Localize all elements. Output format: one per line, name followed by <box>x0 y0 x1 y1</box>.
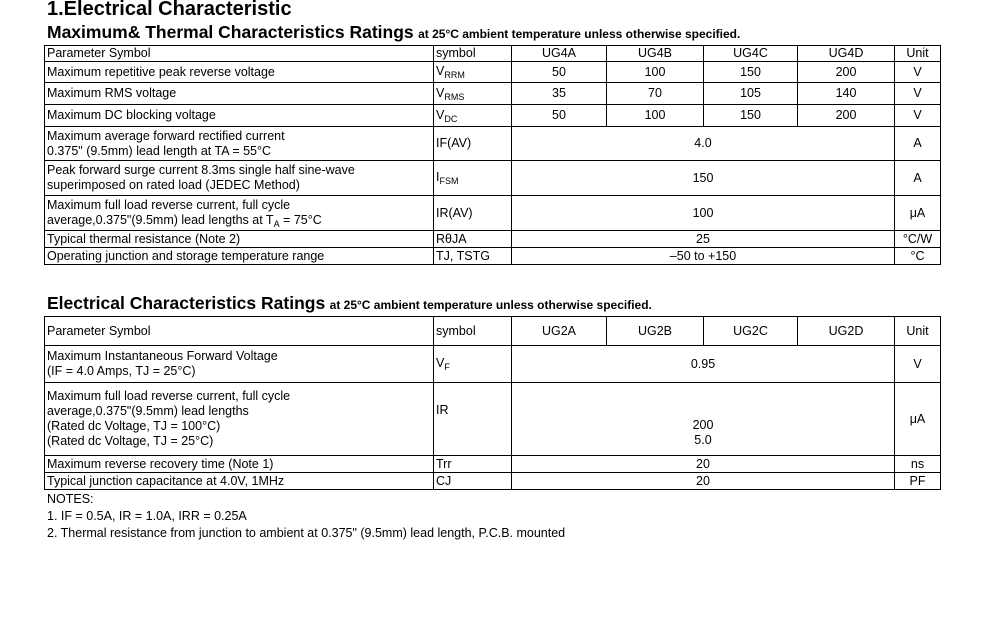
header-col: UG4D <box>798 46 895 62</box>
page-title: 1.Electrical Characteristic <box>47 0 292 20</box>
symbol-cell: $V_{RRM}$ <box>434 62 512 83</box>
value-cell: 150 <box>512 161 895 196</box>
value-cell: 100 <box>607 105 704 127</box>
table-row <box>45 62 941 83</box>
param-cell: Typical thermal resistance (Note 2) <box>45 231 434 248</box>
unit-cell: V <box>895 105 941 127</box>
param-cell: Maximum Instantaneous Forward Voltage (IF = 4.0 Amps, TJ = 25°C) <box>45 346 434 383</box>
symbol-cell: RθJA <box>434 231 512 248</box>
header-col: UG2C <box>704 317 798 346</box>
symbol-cell: $V_{RMS}$ <box>434 83 512 105</box>
header-unit: Unit <box>895 46 941 62</box>
param-cell: Maximum DC blocking voltage <box>45 105 434 127</box>
value-cell: 100 <box>607 62 704 83</box>
notes-heading: NOTES: <box>47 492 94 506</box>
value-cell: 105 <box>704 83 798 105</box>
max-thermal-ratings-table <box>44 45 941 265</box>
header-col: UG2A <box>512 317 607 346</box>
unit-cell: V <box>895 83 941 105</box>
table-row <box>45 456 941 473</box>
table-row <box>45 231 941 248</box>
param-cell: Maximum RMS voltage <box>45 83 434 105</box>
table-row <box>45 248 941 265</box>
value-cell: 200 5.0 <box>512 383 895 456</box>
note-item: 1. IF = 0.5A, IR = 1.0A, IRR = 0.25A <box>47 509 247 523</box>
section2-condition: at 25°C ambient temperature unless otherwise specified. <box>329 298 652 312</box>
table-row <box>45 473 941 490</box>
unit-cell: V <box>895 62 941 83</box>
unit-cell: V <box>895 346 941 383</box>
param-cell: Maximum reverse recovery time (Note 1) <box>45 456 434 473</box>
value-cell: 4.0 <box>512 127 895 161</box>
table-row <box>45 161 941 196</box>
header-col: UG4B <box>607 46 704 62</box>
unit-cell: °C/W <box>895 231 941 248</box>
header-col: UG2B <box>607 317 704 346</box>
value-cell: 70 <box>607 83 704 105</box>
symbol-cell: $I_{FSM}$ <box>434 161 512 196</box>
notes <box>47 491 565 542</box>
param-cell: Operating junction and storage temperature range <box>45 248 434 265</box>
param-cell: Typical junction capacitance at 4.0V, 1MHz <box>45 473 434 490</box>
value-cell: –50 to +150 <box>512 248 895 265</box>
symbol-cell: TJ, TSTG <box>434 248 512 265</box>
table-row <box>45 127 941 161</box>
table-header-row <box>45 46 941 62</box>
value-cell: 200 <box>798 62 895 83</box>
unit-cell: °C <box>895 248 941 265</box>
header-param: Parameter Symbol <box>45 317 434 346</box>
param-cell: Maximum average forward rectified current 0.375" (9.5mm) lead length at TA = 55°C <box>45 127 434 161</box>
unit-cell: A <box>895 161 941 196</box>
table-row <box>45 383 941 456</box>
header-symbol: symbol <box>434 317 512 346</box>
section1-heading <box>47 22 740 43</box>
symbol-cell: CJ <box>434 473 512 490</box>
param-cell: Maximum repetitive peak reverse voltage <box>45 62 434 83</box>
value-cell: 25 <box>512 231 895 248</box>
param-cell: Peak forward surge current 8.3ms single half sine-wave superimposed on rated load (JEDEC Method) <box>45 161 434 196</box>
table-row <box>45 346 941 383</box>
value-cell: 150 <box>704 62 798 83</box>
section1-condition: at 25°C ambient temperature unless otherwise specified. <box>418 27 741 41</box>
header-unit: Unit <box>895 317 941 346</box>
table-row <box>45 105 941 127</box>
table-row <box>45 196 941 231</box>
section1-title: Maximum& Thermal Characteristics Ratings <box>47 22 414 42</box>
table-row <box>45 83 941 105</box>
unit-cell: PF <box>895 473 941 490</box>
value-cell: 100 <box>512 196 895 231</box>
table-header-row <box>45 317 941 346</box>
symbol-cell: $V_{DC}$ <box>434 105 512 127</box>
symbol-cell: IR <box>434 383 512 456</box>
param-cell: Maximum full load reverse current, full cycle average,0.375"(9.5mm) lead lengths (Rated dc Voltage, TJ = 100°C) (Rated dc Voltage, TJ = 25°C) <box>45 383 434 456</box>
symbol-cell: IR(AV) <box>434 196 512 231</box>
unit-cell: ns <box>895 456 941 473</box>
electrical-ratings-table <box>44 316 941 490</box>
param-cell: Maximum full load reverse current, full cycle average,0.375"(9.5mm) lead lengths at $T_A = 75^\circ C$ <box>45 196 434 231</box>
value-cell: 50 <box>512 62 607 83</box>
value-cell: 150 <box>704 105 798 127</box>
value-cell: 50 <box>512 105 607 127</box>
unit-cell: μA <box>895 383 941 456</box>
section2-heading <box>47 293 652 314</box>
note-item: 2. Thermal resistance from junction to ambient at 0.375" (9.5mm) lead length, P.C.B. mounted <box>47 526 566 540</box>
symbol-cell: Trr <box>434 456 512 473</box>
header-symbol: symbol <box>434 46 512 62</box>
header-param: Parameter Symbol <box>45 46 434 62</box>
header-col: UG2D <box>798 317 895 346</box>
unit-cell: μA <box>895 196 941 231</box>
value-cell: 35 <box>512 83 607 105</box>
value-cell: 20 <box>512 473 895 490</box>
header-col: UG4C <box>704 46 798 62</box>
symbol-cell: $V_F$ <box>434 346 512 383</box>
value-cell: 140 <box>798 83 895 105</box>
value-cell: 200 <box>798 105 895 127</box>
value-cell: 0.95 <box>512 346 895 383</box>
header-col: UG4A <box>512 46 607 62</box>
unit-cell: A <box>895 127 941 161</box>
symbol-cell: IF(AV) <box>434 127 512 161</box>
value-cell: 20 <box>512 456 895 473</box>
section2-title: Electrical Characteristics Ratings <box>47 293 326 313</box>
